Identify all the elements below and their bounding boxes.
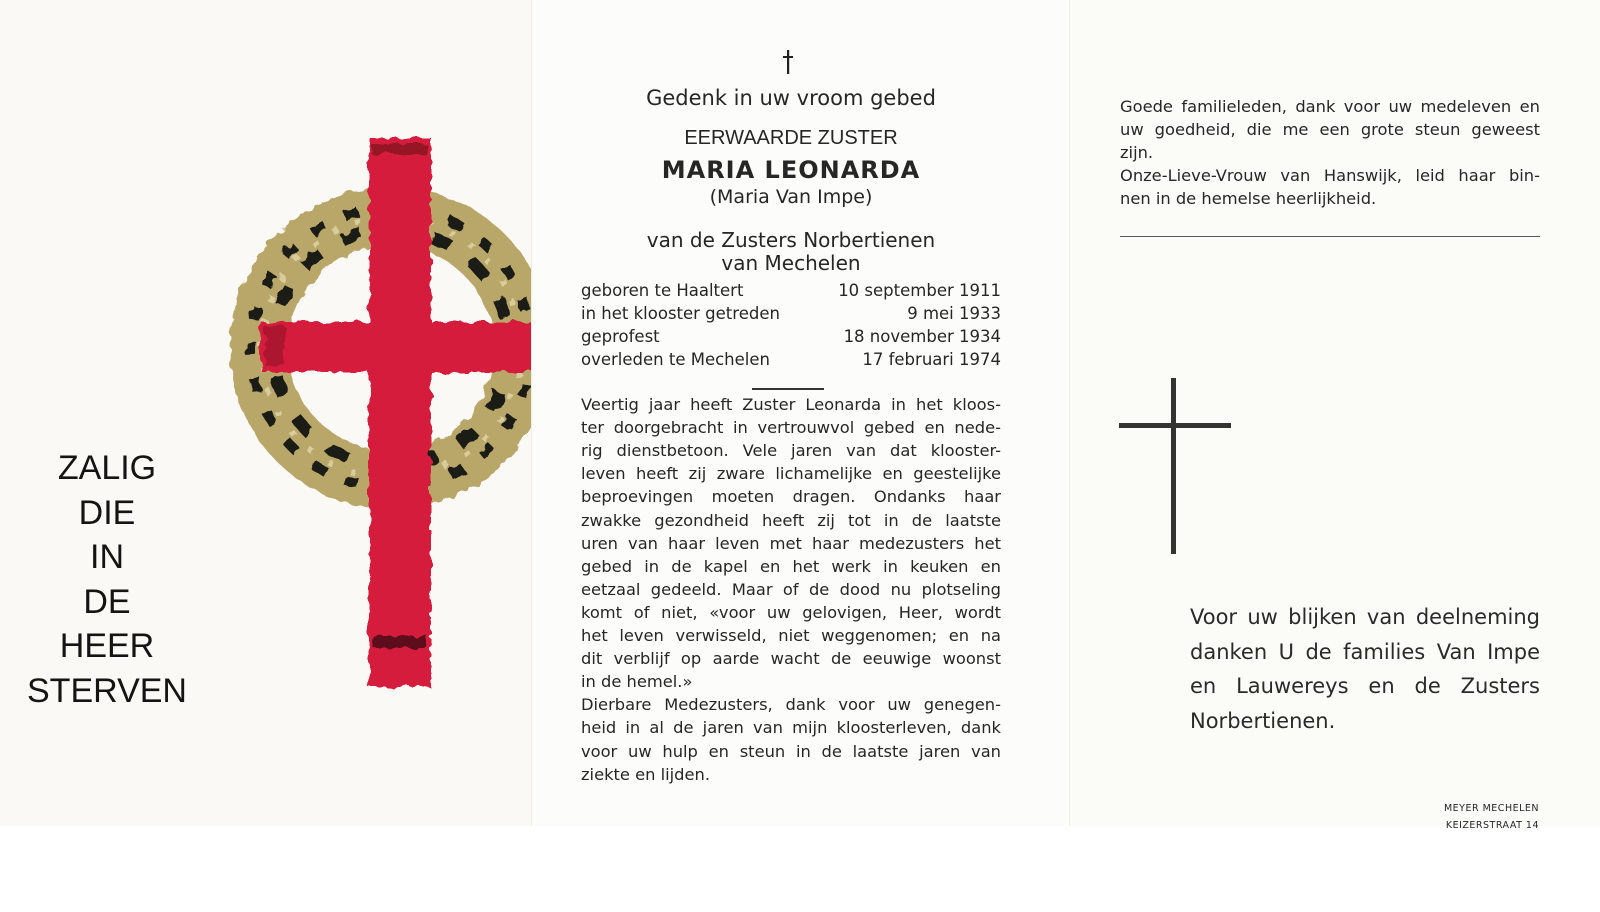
text-line: nen in de hemelse heerlijkheid. — [1120, 189, 1377, 208]
date-row-entry — [581, 304, 1001, 327]
date-value: 18 november 1934 — [843, 327, 1001, 346]
text-line: het leven verwisseld, niet weggenomen; en na — [581, 626, 1001, 645]
text-line: ziekte en lijden. — [581, 764, 711, 784]
date-value: 9 mei 1933 — [907, 304, 1001, 323]
divider — [1120, 236, 1540, 237]
deceased-name: MARIA LEONARDA — [661, 156, 921, 184]
fold-line-right — [1069, 0, 1070, 826]
civil-name: (Maria Van Impe) — [709, 186, 873, 208]
printer-address: KEIZERSTRAAT 14 — [1445, 820, 1539, 831]
date-label: geboren te Haaltert — [581, 281, 744, 300]
date-row-birth — [581, 281, 1001, 304]
text-line: in de hemel.» — [581, 672, 693, 692]
text-line: eetzaal gedeeld. Maar of de dood nu plotseling — [581, 579, 1001, 599]
date-row-death — [581, 350, 1001, 373]
date-value: 17 februari 1974 — [862, 350, 1001, 369]
red-cross-on-laurel-wreath-icon — [221, 136, 531, 704]
text-line: uren van haar leven met haar medezusters het — [581, 533, 1001, 553]
motto-line: IN — [90, 538, 124, 576]
date-label: in het klooster getreden — [581, 304, 780, 323]
text-line: Norbertienen. — [1190, 708, 1336, 733]
text-line: Veertig jaar heeft Zuster Leonarda in het kloos- — [581, 395, 1001, 414]
motto-line: STERVEN — [27, 671, 187, 710]
order-line: van Mechelen — [721, 251, 861, 275]
text-line: Dierbare Medezusters, dank voor uw genegen- — [581, 695, 1001, 715]
motto-line: DE — [83, 582, 131, 621]
motto — [0, 446, 214, 713]
text-line: danken U de families Van Impe — [1190, 639, 1540, 664]
text-line: en Lauwereys en de Zusters — [1190, 674, 1540, 698]
title-line: EERWAARDE ZUSTER — [684, 127, 898, 149]
text-line: Goede familieleden, dank voor uw medeleven en — [1120, 97, 1540, 116]
motto-line: HEER — [59, 627, 155, 665]
text-line: Onze-Lieve-Vrouw van Hanswijk, leid haar bin- — [1120, 166, 1540, 185]
text-line: komt of niet, «voor uw gelovigen, Heer, wordt — [581, 602, 1001, 622]
motto-line: ZALIG — [57, 449, 157, 487]
text-line: zijn. — [1120, 143, 1154, 162]
date-label: geprofest — [581, 327, 660, 346]
text-line: beproevingen moeten dragen. Ondanks haar — [581, 487, 1001, 507]
text-line: dit verblijf op aarde wacht de eeuwige woonst — [581, 649, 1001, 669]
date-value: 10 september 1911 — [838, 281, 1001, 300]
text-line: zwakke gezondheid heeft zij tot in de laatste — [581, 510, 1001, 530]
text-line: Voor uw blijken van deelneming — [1190, 605, 1540, 629]
text-line: gebed in de kapel en het werk in keuken en — [581, 556, 1001, 576]
date-row-profession — [581, 327, 1001, 350]
text-line: leven heeft zij zware lichamelijke en geestelijke — [581, 464, 1001, 484]
motto-line: DIE — [78, 493, 136, 532]
large-cross-icon — [1119, 378, 1231, 554]
order-line: van de Zusters Norbertienen — [646, 228, 936, 252]
date-label: overleden te Mechelen — [581, 350, 770, 369]
text-line: ter doorgebracht in vertrouwvol gebed en nede- — [581, 418, 1001, 438]
text-line: uw goedheid, die me een grote steun geweest — [1120, 120, 1540, 139]
small-cross-icon — [782, 50, 794, 74]
intro-line: Gedenk in uw vroom gebed — [646, 86, 936, 110]
text-line: voor uw hulp en steun in de laatste jaren van — [581, 741, 1001, 761]
text-line: rig dienstbetoon. Vele jaren van dat klooster- — [581, 441, 1001, 461]
fold-line-left — [531, 0, 532, 826]
printer-name: MEYER MECHELEN — [1443, 803, 1539, 814]
text-line: heid in al de jaren van mijn kloosterleven, dank — [581, 718, 1001, 738]
divider — [752, 388, 824, 390]
